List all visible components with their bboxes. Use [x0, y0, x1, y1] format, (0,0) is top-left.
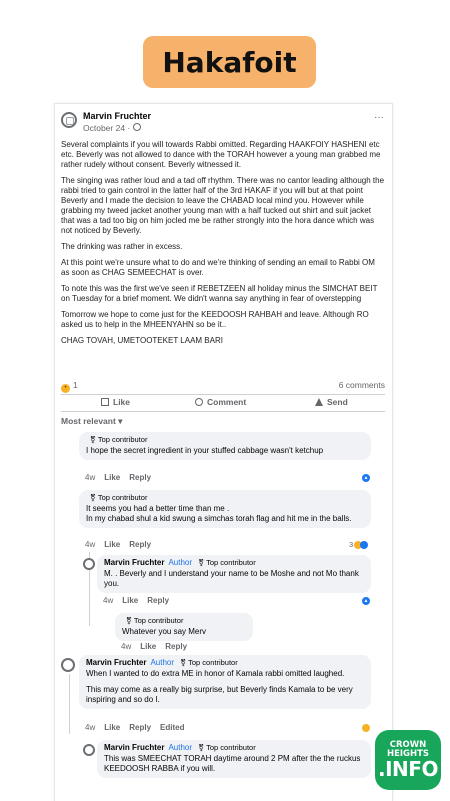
comment-age[interactable]: 4w: [85, 723, 96, 732]
badge-label: Top contributor: [206, 743, 256, 752]
logo-line-1: CROWN: [389, 740, 427, 750]
comment-actions: [85, 473, 151, 482]
comment-actions: [85, 723, 185, 732]
reaction-count[interactable]: 1: [73, 380, 78, 390]
sort-label: Most relevant: [61, 416, 116, 426]
globe-icon: [133, 123, 141, 131]
comment-text: M. . Beverly and I understand your name to be Moshe and not Mo thank you.: [104, 569, 359, 588]
comment-text: Whatever you say Merv: [122, 627, 207, 636]
post-date-text: October 24 ·: [83, 123, 131, 133]
author-badge: Author: [168, 558, 193, 567]
comment-text: When I wanted to do extra ME in honor of Kamala rabbi omitted laughed.: [86, 669, 345, 678]
comment-bubble: [79, 490, 371, 528]
comment-reply-button[interactable]: Reply: [129, 540, 152, 549]
comment-like-button[interactable]: Like: [140, 642, 157, 651]
like-reaction-icon[interactable]: ▲: [361, 596, 371, 606]
comment-actions: [85, 540, 151, 549]
post-paragraph: At this point we're unsure what to do and we're thinking of sending an email to Rabbi OM as soon as CHAG SEMEECHAT is over.: [61, 258, 375, 277]
commenter-name[interactable]: Marvin Fruchter: [104, 743, 165, 752]
comment-actions: [121, 642, 187, 651]
comment-age[interactable]: 4w: [85, 473, 96, 482]
comment-like-button[interactable]: Like: [104, 723, 121, 732]
comment-text: This was SMEECHAT TORAH daytime around 2 PM after the the ruckus KEEDOOSH RABBA if you will.: [104, 754, 361, 773]
comment-like-button[interactable]: Like: [104, 540, 121, 549]
avatar[interactable]: [83, 558, 95, 570]
comment-reply-button[interactable]: Reply: [129, 723, 152, 732]
divider: [61, 394, 385, 395]
medal-icon: ⚧: [90, 437, 96, 444]
post-paragraph: Tomorrow we hope to come just for the KEEDOOSH RAHBAH and leave. Although RO asked us to help in the MHEENYAHN so be it..: [61, 310, 369, 329]
comment-bubble: [79, 432, 371, 460]
comment-bubble: [115, 613, 253, 641]
logo-line-2: HEIGHTS: [386, 749, 430, 759]
comment-text: It seems you had a better time than me .: [86, 504, 230, 513]
top-contributor-badge: [198, 558, 255, 567]
badge-label: Top contributor: [206, 558, 256, 567]
reaction-summary: [61, 380, 385, 392]
more-options-icon[interactable]: ···: [374, 112, 384, 123]
comment-like-button[interactable]: Like: [104, 473, 121, 482]
logo-line-3: .INFO: [378, 757, 438, 781]
like-button[interactable]: [101, 397, 130, 407]
comment-bubble: [79, 655, 371, 709]
top-contributor-badge: [198, 743, 255, 752]
top-contributor-badge: [180, 658, 237, 667]
comment-reaction-count: 3: [349, 540, 354, 549]
medal-icon: ⚧: [198, 560, 205, 567]
commenter-name[interactable]: Marvin Fruchter: [104, 558, 165, 567]
facebook-post-card: [54, 103, 393, 801]
post-paragraph: The drinking was rather in excess.: [61, 242, 183, 251]
post-paragraph: Several complaints if you will towards Rabbi omitted. Regarding HAAKFOIY HASHENI etc etc. Beverly was not allowed to dance with the TORAH however a young man grabbed me rather rudely without consent. Beverly witnessed it.: [61, 140, 381, 169]
comment-reactions[interactable]: [349, 540, 368, 549]
haha-reaction-icon[interactable]: [361, 723, 371, 733]
top-contributor-badge: [90, 435, 147, 444]
like-label: Like: [113, 397, 131, 407]
post-date[interactable]: [83, 123, 141, 133]
post-actions: [61, 397, 385, 411]
send-button[interactable]: [315, 397, 348, 407]
author-badge: Author: [168, 743, 193, 752]
badge-label: Top contributor: [133, 616, 184, 625]
post-author[interactable]: Marvin Fruchter: [83, 111, 152, 121]
comment-age[interactable]: 4w: [103, 596, 114, 605]
comment-actions: [103, 596, 169, 605]
author-badge: Author: [150, 658, 175, 667]
avatar[interactable]: [83, 744, 95, 756]
send-icon: [315, 398, 323, 406]
comment-text: This may come as a really big surprise, but Beverly finds Kamala to be very inspiring and so do I.: [86, 685, 353, 704]
medal-icon: ⚧: [90, 495, 96, 502]
comment-text: I hope the secret ingredient in your stuffed cabbage wasn't ketchup: [86, 446, 324, 455]
thread-line: [69, 674, 70, 734]
send-label: Send: [327, 397, 348, 407]
badge-label: Top contributor: [97, 493, 148, 502]
comment-bubble: [97, 740, 371, 778]
edited-label[interactable]: Edited: [160, 723, 185, 732]
haha-reaction-icon[interactable]: •: [61, 384, 70, 393]
medal-icon: ⚧: [180, 660, 187, 667]
post-paragraph: The singing was rather loud and a tad off rhythm. There was no cantor leading although the rabbi tried to gain control in the latter half of the 3rd HAKAF if you will but at that point Beverly and I made the decision to leave the CHABAD local mind you. However while grabbing my tweed jacket another young man with a half tucked out shirt and suit jacket that was a tad too big on him jocled me be rather strongly into the hora dance which was not noticed by Beverly.: [61, 176, 385, 235]
divider: [61, 411, 385, 412]
comment-text: In my chabad shul a kid swung a simchas torah flag and hit me in the balls.: [86, 514, 352, 523]
comment-like-button[interactable]: Like: [122, 596, 139, 605]
comments-count[interactable]: 6 comments: [338, 380, 385, 390]
like-reaction-icon[interactable]: ▲: [361, 473, 371, 483]
page-title: Hakafoit: [143, 36, 316, 88]
post-body: [61, 140, 385, 352]
top-contributor-badge: [126, 616, 183, 625]
like-reaction-icon: [360, 541, 368, 549]
comment-reply-button[interactable]: Reply: [165, 642, 188, 651]
commenter-name[interactable]: Marvin Fruchter: [86, 658, 147, 667]
thumbs-up-icon: [101, 398, 109, 406]
medal-icon: ⚧: [126, 618, 132, 625]
badge-label: Top contributor: [97, 435, 148, 444]
comment-reply-button[interactable]: Reply: [147, 596, 170, 605]
avatar[interactable]: [61, 658, 75, 672]
comment-reply-button[interactable]: Reply: [129, 473, 152, 482]
sort-comments-dropdown[interactable]: [61, 416, 122, 427]
post-paragraph: To note this was the first we've seen if REBETZEEN all holiday minus the SIMCHAT BEIT on Tuesday for a brief moment. We didn't wanna say anything in fear of overstepping: [61, 284, 378, 303]
comment-button[interactable]: [195, 397, 246, 407]
comment-bubble: [97, 555, 371, 593]
badge-label: Top contributor: [188, 658, 238, 667]
crown-heights-logo: [375, 730, 441, 790]
post-paragraph: CHAG TOVAH, UMETOOTEKET LAAM BARI: [61, 336, 223, 345]
comment-icon: [195, 398, 203, 406]
chevron-down-icon: ▾: [118, 416, 123, 426]
medal-icon: ⚧: [198, 745, 205, 752]
comment-label: Comment: [207, 397, 247, 407]
comment-age[interactable]: 4w: [121, 642, 132, 651]
post-header: [61, 110, 386, 138]
top-contributor-badge: [90, 493, 147, 502]
comment-age[interactable]: 4w: [85, 540, 96, 549]
avatar[interactable]: [61, 112, 77, 128]
